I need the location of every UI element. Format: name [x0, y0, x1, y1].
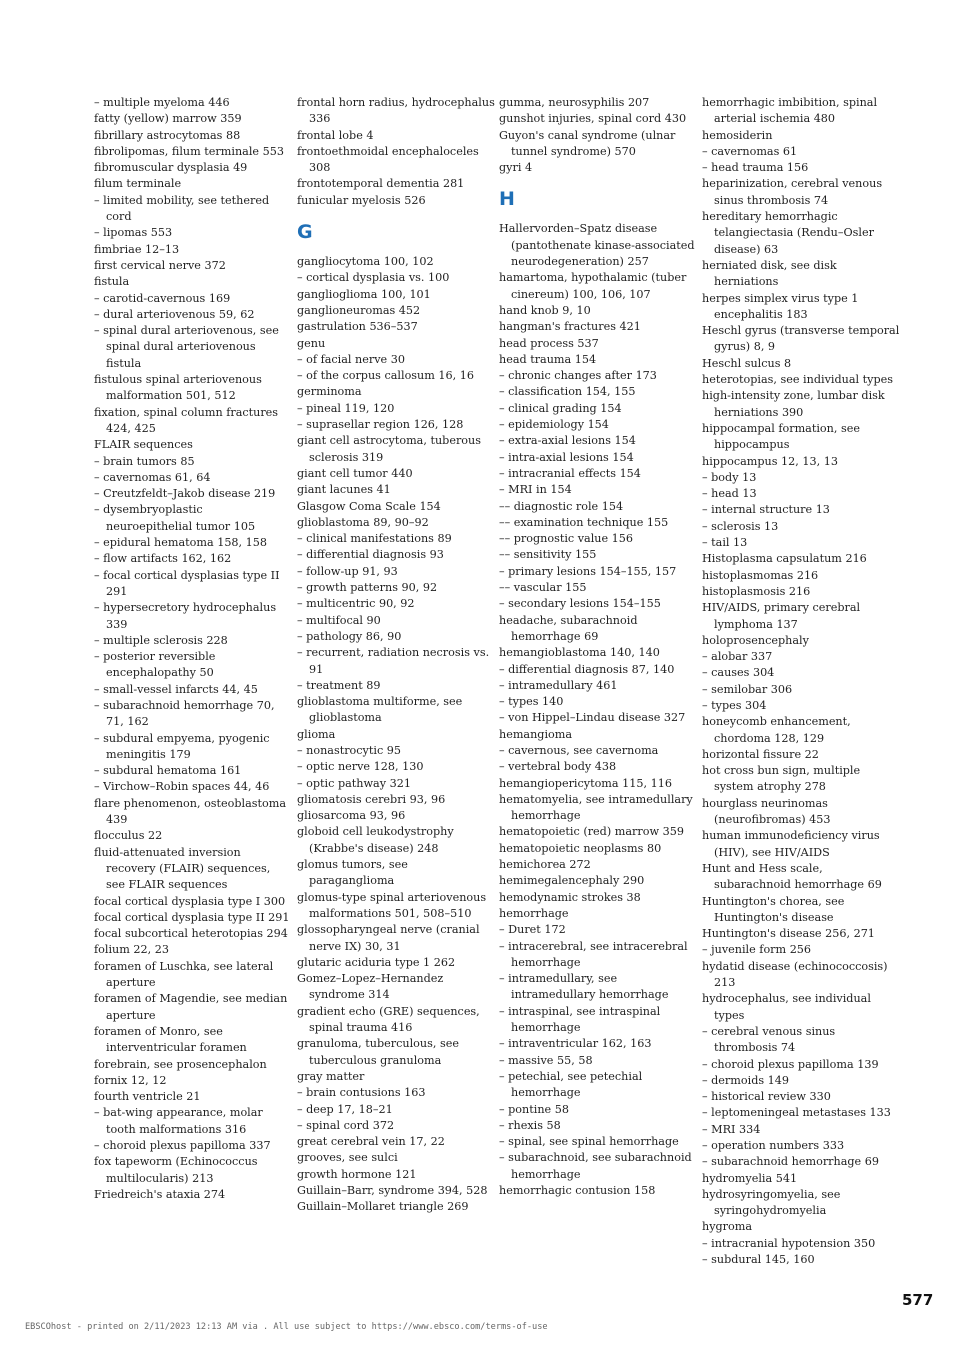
index-entry: – brain contusions 163: [297, 1086, 426, 1100]
index-entry: funicular myelosis 526: [297, 193, 426, 207]
index-entry: headache, subarachnoid hemorrhage 69: [499, 613, 638, 643]
index-entry: fibromuscular dysplasia 49: [94, 161, 248, 175]
index-entry: forebrain, see prosencephalon: [94, 1057, 267, 1071]
index-entry: Heschl sulcus 8: [702, 356, 792, 370]
index-entry: hematopoietic neoplasms 80: [499, 841, 662, 855]
index-entry: – vertebral body 438: [499, 760, 617, 774]
index-entry: – multicentric 90, 92: [297, 597, 415, 611]
index-entry: – intra-axial lesions 154: [499, 450, 634, 464]
index-entry: – multiple myeloma 446: [94, 96, 230, 109]
page-number: 577: [902, 1291, 934, 1309]
index-entry: flare phenomenon, osteoblastoma 439: [94, 796, 287, 827]
index-entry: filum terminale: [94, 177, 182, 191]
index-entry: – choroid plexus papilloma 139: [702, 1057, 879, 1071]
index-entry: frontoethmoidal encephaloceles 308: [297, 144, 479, 175]
index-entry: hemorrhage: [499, 906, 569, 920]
index-entry: honeycomb enhancement, chordoma 128, 129: [702, 715, 851, 745]
index-entry: –– sensitivity 155: [499, 548, 597, 562]
index-entry: glomus tumors, see paraganglioma: [297, 858, 408, 888]
index-entry: hemorrhagic contusion 158: [499, 1184, 656, 1197]
index-entry: – differential diagnosis 87, 140: [499, 662, 675, 676]
index-entry: –– vascular 155: [499, 581, 587, 595]
index-entry: gyri 4: [499, 161, 533, 175]
index-entry: Huntington's disease 256, 271: [702, 927, 875, 941]
index-entry: – follow-up 91, 93: [297, 564, 398, 578]
index-entry: hamartoma, hypothalamic (tuber cinereum) 100, 106, 107: [499, 271, 687, 301]
index-entry: fluid-attenuated inversion recovery (FLAIR) sequences, see FLAIR sequences: [94, 845, 271, 892]
index-entry: – pathology 86, 90: [297, 629, 402, 643]
index-entry: – types 304: [702, 698, 767, 712]
index-column-4: [702, 95, 900, 1268]
index-entry: hydrocephalus, see individual types: [702, 992, 871, 1022]
index-entry: – Duret 172: [499, 923, 566, 937]
index-entry: – types 140: [499, 695, 564, 709]
index-entry: hand knob 9, 10: [499, 303, 591, 317]
index-entry: – focal cortical dysplasias type II 291: [94, 568, 280, 598]
index-entry: focal subcortical heterotopias 294: [94, 927, 288, 941]
index-entry: – classification 154, 155: [499, 385, 636, 399]
index-entry: – secondary lesions 154–155: [499, 597, 661, 611]
index-entry: – massive 55, 58: [499, 1053, 593, 1067]
index-entry: holoprosencephaly: [702, 633, 809, 647]
index-entry: granuloma, tuberculous, see tuberculous granuloma: [297, 1037, 459, 1067]
index-entry: histoplasmosis 216: [702, 584, 811, 598]
index-entry: Heschl gyrus (transverse temporal gyrus) 8, 9: [702, 324, 900, 354]
index-entry: – clinical manifestations 89: [297, 532, 452, 546]
index-entry: grooves, see sulci: [297, 1151, 398, 1165]
index-column-3: [499, 95, 697, 1199]
index-entry: – brain tumors 85: [94, 454, 195, 468]
index-entry: – intracerebral, see intracerebral hemorrhage: [499, 939, 688, 969]
index-entry: histoplasmomas 216: [702, 568, 819, 582]
index-entry: herpes simplex virus type 1 encephalitis 183: [702, 291, 859, 321]
index-entry: glioblastoma 89, 90–92: [297, 515, 429, 529]
index-entry: glutaric aciduria type 1 262: [297, 955, 456, 969]
index-entry: glioma: [297, 727, 336, 741]
index-entry: – historical review 330: [702, 1090, 831, 1104]
index-entry: – intracranial hypotension 350: [702, 1236, 876, 1250]
index-entry: – head trauma 156: [702, 161, 809, 175]
index-entry: – juvenile form 256: [702, 943, 812, 957]
index-entry: – chronic changes after 173: [499, 369, 657, 383]
index-entry: giant lacunes 41: [297, 483, 391, 497]
index-entry: – nonastrocytic 95: [297, 743, 402, 757]
index-entry: – multiple sclerosis 228: [94, 633, 228, 647]
index-entry: frontal lobe 4: [297, 128, 374, 142]
index-entry: – subarachnoid hemorrhage 69: [702, 1155, 879, 1169]
index-entry: fibrillary astrocytomas 88: [94, 128, 241, 142]
index-entry: – spinal, see spinal hemorrhage: [499, 1135, 679, 1149]
index-entry: – semilobar 306: [702, 682, 793, 696]
index-entry: – cavernous, see cavernoma: [499, 743, 659, 757]
index-entry: – epidural hematoma 158, 158: [94, 536, 268, 550]
index-entry: giant cell astrocytoma, tuberous sclerosis 319: [297, 434, 481, 464]
index-entry: – rhexis 58: [499, 1118, 561, 1132]
index-entry: –– prognostic value 156: [499, 532, 634, 546]
index-entry: – spinal dural arteriovenous, see spinal dural arteriovenous fistula: [94, 324, 279, 370]
index-entry: HIV/AIDS, primary cerebral lymphoma 137: [702, 601, 861, 631]
index-entry: – optic pathway 321: [297, 776, 411, 790]
index-entry: – intramedullary 461: [499, 678, 618, 692]
index-entry: – cavernomas 61, 64: [94, 470, 211, 484]
index-entry: genu: [297, 336, 326, 350]
index-entry: glioblastoma multiforme, see glioblastoma: [297, 695, 463, 725]
index-entry: germinoma: [297, 385, 362, 399]
index-entry: – tail 13: [702, 536, 748, 550]
index-entry: – dysembryoplastic neuroepithelial tumor 105: [94, 503, 256, 533]
index-entry: folium 22, 23: [94, 943, 169, 957]
index-entry: foramen of Luschka, see lateral aperture: [94, 959, 274, 990]
index-entry: – pontine 58: [499, 1102, 569, 1116]
index-entry: – carotid-cavernous 169: [94, 291, 231, 305]
index-entry: – sclerosis 13: [702, 519, 779, 533]
index-entry: hemangioblastoma 140, 140: [499, 646, 660, 660]
index-entry: – Virchow–Robin spaces 44, 46: [94, 780, 270, 794]
index-entry: – subdural empyema, pyogenic meningitis 179: [94, 731, 270, 761]
index-entry: flocculus 22: [94, 829, 163, 843]
index-entry: hereditary hemorrhagic telangiectasia (Rendu–Osler disease) 63: [702, 210, 874, 256]
index-entry: – subarachnoid hemorrhage 70, 71, 162: [94, 698, 275, 729]
index-entry: fatty (yellow) marrow 359: [94, 112, 242, 126]
index-entry: – differential diagnosis 93: [297, 548, 444, 562]
index-entry: fixation, spinal column fractures 424, 425: [94, 405, 279, 435]
index-entry: – subdural hematoma 161: [94, 764, 242, 778]
index-column-1: [94, 95, 292, 1203]
index-entry: herniated disk, see disk herniations: [702, 258, 837, 289]
index-entry: horizontal fissure 22: [702, 747, 819, 761]
index-entry: hangman's fractures 421: [499, 320, 641, 334]
index-entry: frontotemporal dementia 281: [297, 177, 465, 191]
index-entry: – Creutzfeldt–Jakob disease 219: [94, 487, 276, 501]
index-entry: glomus-type spinal arteriovenous malformations 501, 508–510: [297, 890, 487, 920]
index-entry: – clinical grading 154: [499, 401, 622, 415]
index-entry: hippocampal formation, see hippocampus: [702, 421, 860, 452]
index-entry: – cavernomas 61: [702, 144, 798, 158]
index-entry: – bat-wing appearance, molar tooth malformations 316: [94, 1106, 263, 1136]
index-entry: – recurrent, radiation necrosis vs. 91: [297, 646, 490, 676]
index-entry: fimbriae 12–13: [94, 242, 180, 256]
index-entry: Hunt and Hess scale, subarachnoid hemorrhage 69: [702, 861, 882, 892]
index-entry: – intracranial effects 154: [499, 466, 641, 480]
index-entry: Hallervorden–Spatz disease (pantothenate kinase-associated neurodegeneration) 257: [499, 222, 695, 269]
index-entry: Histoplasma capsulatum 216: [702, 552, 867, 566]
index-entry: fistula: [94, 275, 130, 289]
section-letter: G: [297, 221, 313, 244]
index-entry: – multifocal 90: [297, 613, 381, 627]
index-entry: – of the corpus callosum 16, 16: [297, 369, 474, 383]
index-entry: focal cortical dysplasia type I 300: [94, 894, 286, 908]
index-entry: hemangiopericytoma 115, 116: [499, 776, 672, 790]
index-entry: fibrolipomas, filum terminale 553: [94, 144, 284, 158]
index-entry: – lipomas 553: [94, 226, 173, 240]
index-entry: – primary lesions 154–155, 157: [499, 564, 677, 578]
index-entry: – head 13: [702, 487, 757, 501]
index-entry: hemichorea 272: [499, 858, 591, 872]
index-entry: – subdural 145, 160: [702, 1253, 815, 1267]
index-entry: – extra-axial lesions 154: [499, 434, 636, 448]
index-entry: glossopharyngeal nerve (cranial nerve IX) 30, 31: [297, 923, 480, 953]
index-entry: hemosiderin: [702, 128, 773, 142]
index-entry: foramen of Magendie, see median aperture: [94, 992, 288, 1022]
index-entry: – suprasellar region 126, 128: [297, 418, 464, 432]
index-entry: growth hormone 121: [297, 1167, 417, 1181]
index-entry: – causes 304: [702, 666, 775, 680]
index-entry: – intramedullary, see intramedullary hemorrhage: [499, 972, 669, 1002]
index-entry: Huntington's chorea, see Huntington's disease: [702, 894, 845, 924]
index-entry: – growth patterns 90, 92: [297, 581, 438, 595]
index-column-2: [297, 95, 495, 1216]
index-entry: – MRI 334: [702, 1122, 761, 1136]
index-entry: hydromyelia 541: [702, 1171, 798, 1185]
index-entry: frontal horn radius, hydrocephalus 336: [297, 96, 495, 126]
index-entry: hippocampus 12, 13, 13: [702, 454, 838, 468]
index-entry: hygroma: [702, 1220, 753, 1234]
index-entry: Guillain–Mollaret triangle 269: [297, 1200, 469, 1214]
index-entry: head trauma 154: [499, 352, 597, 366]
index-entry: –– diagnostic role 154: [499, 499, 624, 513]
index-entry: – spinal cord 372: [297, 1118, 395, 1132]
index-entry: gray matter: [297, 1069, 365, 1083]
index-entry: Glasgow Coma Scale 154: [297, 499, 441, 513]
section-letter: H: [499, 188, 515, 211]
index-entry: – dermoids 149: [702, 1073, 790, 1087]
index-entry: head process 537: [499, 336, 599, 350]
index-entry: – pineal 119, 120: [297, 401, 395, 415]
index-entry: fourth ventricle 21: [94, 1090, 201, 1104]
footer-note: EBSCOhost - printed on 2/11/2023 12:13 AM via . All use subject to https://www.ebsco.com/terms-of-use: [25, 1322, 548, 1332]
index-entry: gumma, neurosyphilis 207: [499, 96, 650, 109]
index-entry: gradient echo (GRE) sequences, spinal trauma 416: [297, 1004, 480, 1035]
index-entry: heparinization, cerebral venous sinus thrombosis 74: [702, 177, 883, 207]
index-entry: – treatment 89: [297, 678, 381, 692]
index-entry: Friedreich's ataxia 274: [94, 1187, 226, 1201]
index-entry: – epidemiology 154: [499, 418, 609, 432]
index-entry: Guyon's canal syndrome (ulnar tunnel syndrome) 570: [499, 128, 676, 158]
index-entry: hemimegalencephaly 290: [499, 874, 645, 888]
index-entry: – dural arteriovenous 59, 62: [94, 307, 255, 321]
index-entry: Guillain–Barr, syndrome 394, 528: [297, 1184, 488, 1197]
index-entry: – von Hippel–Lindau disease 327: [499, 711, 686, 725]
index-entry: – limited mobility, see tethered cord: [94, 193, 270, 224]
index-entry: great cerebral vein 17, 22: [297, 1135, 445, 1149]
index-entry: human immunodeficiency virus (HIV), see HIV/AIDS: [702, 829, 880, 859]
index-entry: gliomatosis cerebri 93, 96: [297, 792, 446, 806]
index-entry: hemangioma: [499, 727, 573, 741]
index-entry: hydatid disease (echinococcosis) 213: [702, 959, 888, 990]
index-entry: hemorrhagic imbibition, spinal arterial ischemia 480: [702, 96, 878, 126]
index-entry: giant cell tumor 440: [297, 466, 413, 480]
index-entry: ganglioglioma 100, 101: [297, 287, 431, 301]
index-entry: hematomyelia, see intramedullary hemorrhage: [499, 792, 693, 823]
index-entry: – intraspinal, see intraspinal hemorrhage: [499, 1004, 661, 1035]
index-entry: – cortical dysplasia vs. 100: [297, 271, 450, 285]
index-entry: – optic nerve 128, 130: [297, 760, 424, 774]
index-entry: – subarachnoid, see subarachnoid hemorrhage: [499, 1151, 692, 1181]
index-entry: – deep 17, 18–21: [297, 1102, 393, 1116]
index-entry: – hypersecretory hydrocephalus 339: [94, 601, 277, 631]
index-entry: focal cortical dysplasia type II 291: [94, 910, 290, 924]
index-entry: FLAIR sequences: [94, 438, 193, 452]
index-entry: fistulous spinal arteriovenous malformation 501, 512: [94, 373, 262, 403]
index-entry: hematopoietic (red) marrow 359: [499, 825, 684, 839]
index-entry: – alobar 337: [702, 650, 773, 664]
index-entry: – petechial, see petechial hemorrhage: [499, 1069, 643, 1100]
index-entry: – choroid plexus papilloma 337: [94, 1139, 271, 1152]
index-entry: gliosarcoma 93, 96: [297, 809, 406, 823]
index-entry: high-intensity zone, lumbar disk herniations 390: [702, 389, 885, 419]
index-entry: first cervical nerve 372: [94, 258, 226, 272]
index-entry: hourglass neurinomas (neurofibromas) 453: [702, 796, 831, 827]
index-entry: hemodynamic strokes 38: [499, 890, 641, 904]
index-entry: hot cross bun sign, multiple system atrophy 278: [702, 764, 861, 794]
index-entry: Gomez–Lopez–Hernandez syndrome 314: [297, 972, 444, 1002]
index-entry: – internal structure 13: [702, 503, 830, 517]
index-entry: gastrulation 536–537: [297, 320, 418, 334]
index-entry: – flow artifacts 162, 162: [94, 552, 232, 566]
index-entry: gunshot injuries, spinal cord 430: [499, 112, 687, 126]
index-entry: – posterior reversible encephalopathy 50: [94, 650, 216, 680]
index-entry: –– examination technique 155: [499, 515, 669, 529]
index-entry: – of facial nerve 30: [297, 352, 405, 366]
index-entry: ganglioneuromas 452: [297, 303, 421, 317]
index-entry: fox tapeworm (Echinococcus multilocularis) 213: [94, 1155, 258, 1185]
index-entry: fornix 12, 12: [94, 1073, 167, 1087]
index-entry: – operation numbers 333: [702, 1139, 845, 1152]
index-entry: – small-vessel infarcts 44, 45: [94, 682, 258, 696]
index-entry: foramen of Monro, see interventricular foramen: [94, 1024, 247, 1055]
index-entry: globoid cell leukodystrophy (Krabbe's disease) 248: [297, 825, 454, 855]
index-entry: hydrosyringomyelia, see syringohydromyelia: [702, 1187, 841, 1218]
index-entry: – intraventricular 162, 163: [499, 1037, 652, 1051]
index-entry: heterotopias, see individual types: [702, 373, 893, 387]
index-entry: – cerebral venous sinus thrombosis 74: [702, 1024, 836, 1055]
index-entry: – body 13: [702, 470, 757, 484]
index-entry: – MRI in 154: [499, 483, 572, 497]
index-entry: gangliocytoma 100, 102: [297, 255, 434, 269]
index-entry: – leptomeningeal metastases 133: [702, 1106, 891, 1120]
